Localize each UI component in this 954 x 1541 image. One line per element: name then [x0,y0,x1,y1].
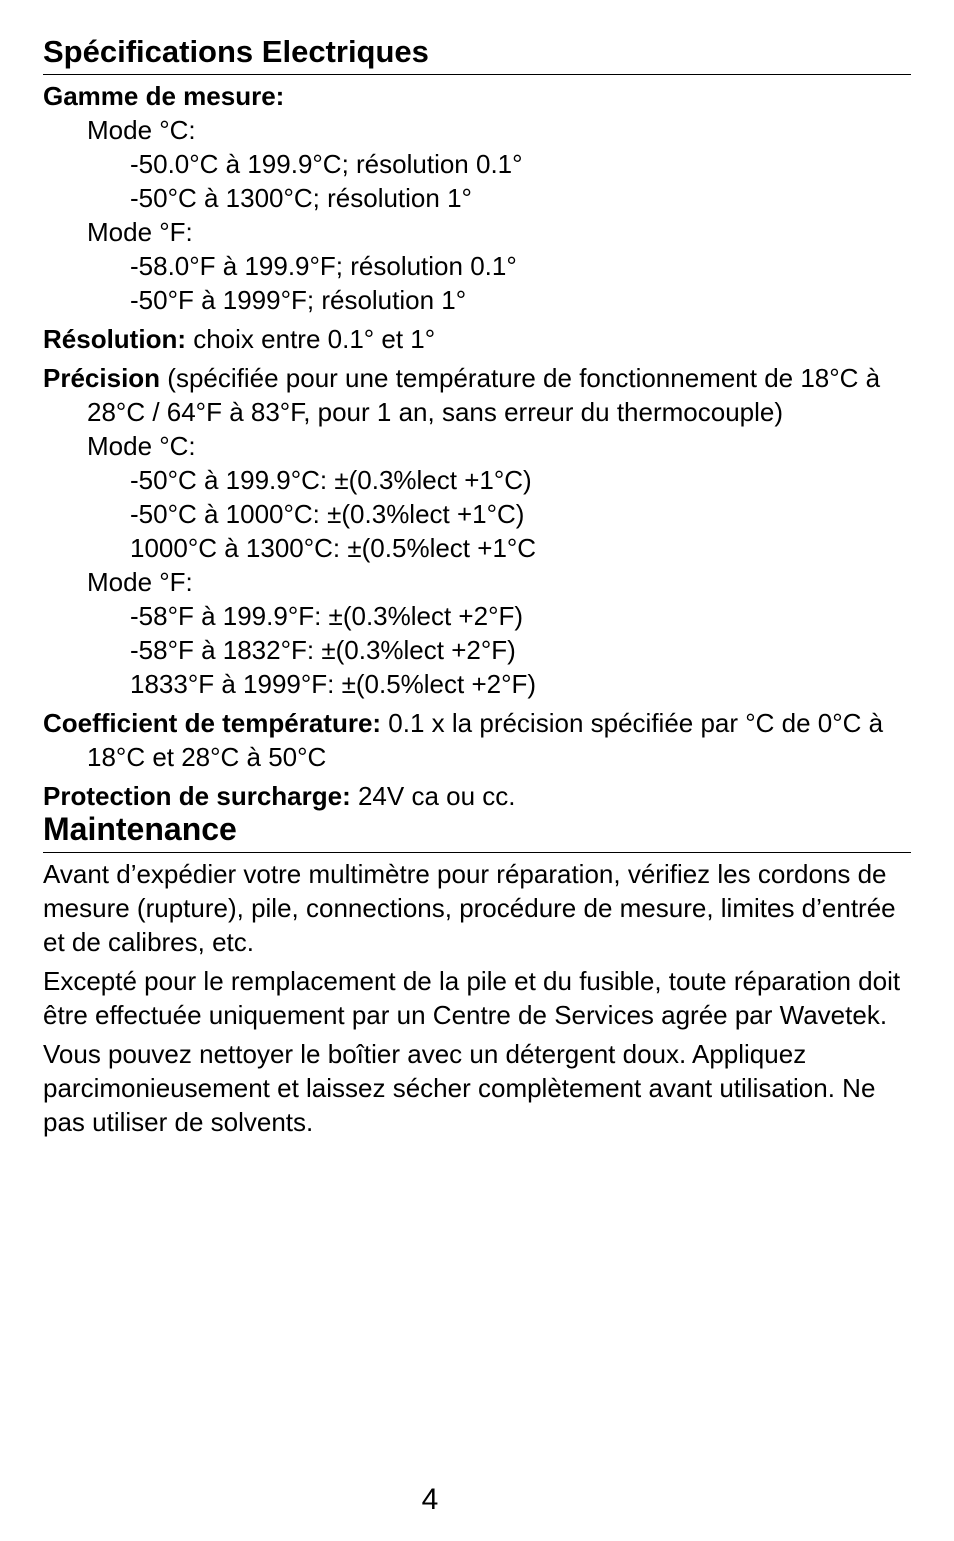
electrical-specs-heading: Spécifications Electriques [43,36,911,75]
precision-f-line-1: -58°F à 199.9°F: ±(0.3%lect +2°F) [130,601,524,631]
resolution-text: choix entre 0.1° et 1° [186,324,436,354]
precision-c-line-1: -50°C à 199.9°C: ±(0.3%lect +1°C) [130,465,532,495]
resolution-line [43,322,911,356]
overload-label: Protection de surcharge: [43,781,351,811]
precision-f-line-2: -58°F à 1832°F: ±(0.3%lect +2°F) [130,635,516,665]
temp-coefficient-text: 0.1 x la précision spécifiée par °C de 0°C à 18°C et 28°C à 50°C [87,708,884,772]
temp-coefficient-line [43,706,911,774]
temp-coefficient-label: Coefficient de température: [43,708,382,738]
document-page [43,36,911,1139]
range-f-line-2: -50°F à 1999°F; résolution 1° [130,285,467,315]
precision-c-mode: Mode °C: [87,431,196,461]
precision-f-line-3: 1833°F à 1999°F: ±(0.5%lect +2°F) [130,669,537,699]
page-number: 4 [421,1483,439,1516]
range-f-line-1: -58.0°F à 199.9°F; résolution 0.1° [130,251,517,281]
range-f-mode: Mode °F: [87,217,193,247]
precision-label: Précision [43,363,161,393]
precision-f-mode: Mode °F: [87,567,193,597]
range-c-line-1: -50.0°C à 199.9°C; résolution 0.1° [130,149,523,179]
precision-line [43,361,911,429]
range-line [43,79,911,113]
range-c-line-2: -50°C à 1300°C; résolution 1° [130,183,472,213]
precision-c-line-3: 1000°C à 1300°C: ±(0.5%lect +1°C [130,533,537,563]
precision-text: (spécifiée pour une température de fonctionnement de 18°C à 28°C / 64°F à 83°F, pour 1 an, sans erreur du thermocouple) [87,363,881,427]
precision-c-line-2: -50°C à 1000°C: ±(0.3%lect +1°C) [130,499,525,529]
maintenance-heading: Maintenance [43,813,911,853]
range-label: Gamme de mesure: [43,81,285,111]
maintenance-paragraph-3: Vous pouvez nettoyer le boîtier avec un détergent doux. Appliquez parcimonieusement et laissez sécher complètement avant utilisation. Ne pas utiliser de solvents. [43,1039,876,1137]
resolution-label: Résolution: [43,324,186,354]
range-c-mode: Mode °C: [87,115,196,145]
overload-line [43,779,911,813]
maintenance-paragraph-1: Avant d’expédier votre multimètre pour réparation, vérifiez les cordons de mesure (rupture), pile, connections, procédure de mesure, limites d’entrée et de calibres, etc. [43,859,896,957]
overload-text: 24V ca ou cc. [350,781,516,811]
maintenance-paragraph-2: Excepté pour le remplacement de la pile et du fusible, toute réparation doit être effectuée uniquement par un Centre de Services agrée par Wavetek. [43,966,901,1030]
